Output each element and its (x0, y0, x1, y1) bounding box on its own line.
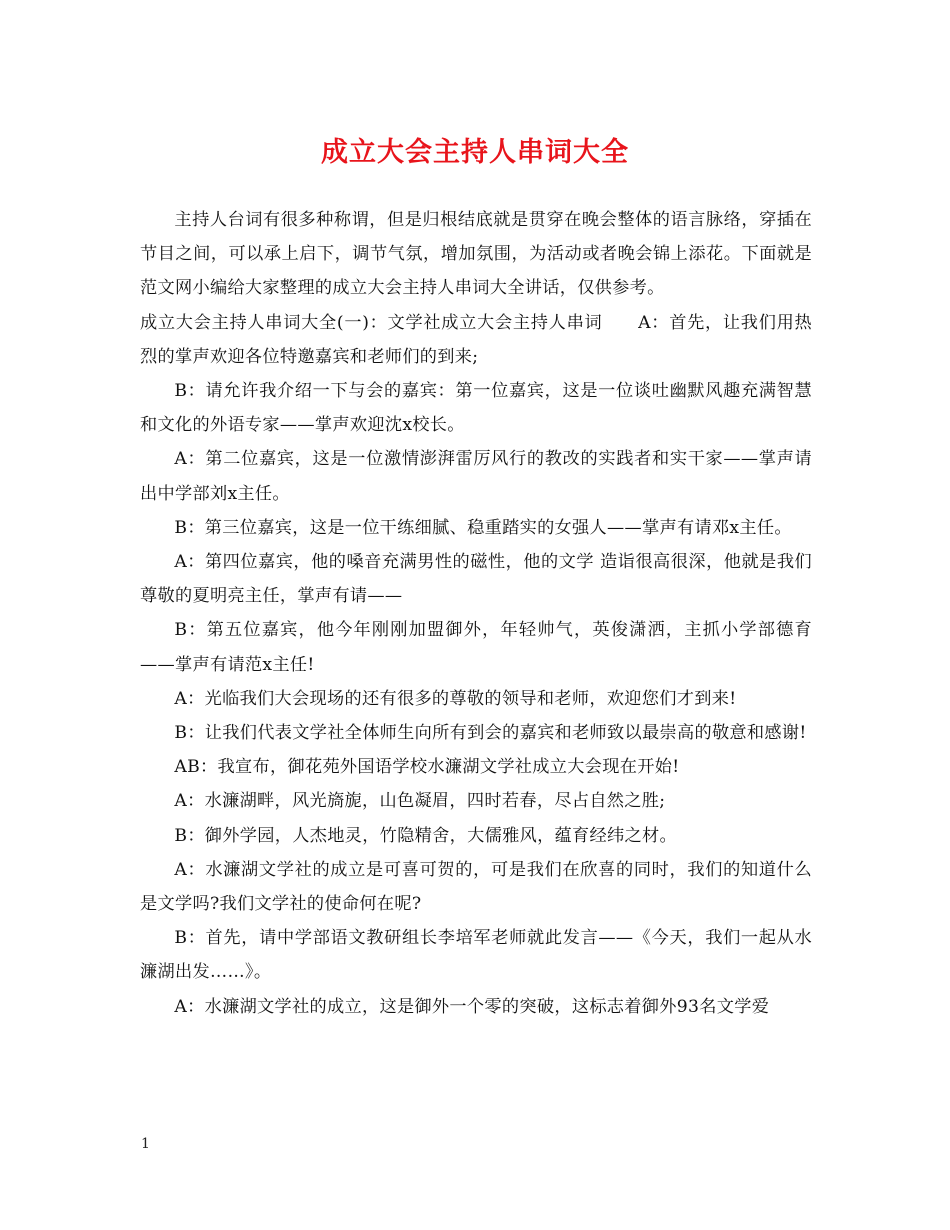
paragraph: A：水濂湖文学社的成立是可喜可贺的，可是我们在欣喜的同时，我们的知道什么是文学吗?我们文学社的使命何在呢? (140, 859, 812, 915)
paragraph: 成立大会主持人串词大全(一)：文学社成立大会主持人串词 A：首先，让我们用热烈的掌声欢迎各位特邀嘉宾和老师们的到来; (140, 312, 812, 367)
document-body (140, 203, 812, 1024)
paragraph: A：水濂湖畔，风光旖旎，山色凝眉，四时若春，尽占自然之胜; (174, 791, 666, 812)
paragraph: A：第二位嘉宾，这是一位激情澎湃雷厉风行的教改的实践者和实干家——掌声请出中学部刘x主任。 (140, 449, 812, 504)
paragraph: B：第五位嘉宾，他今年刚刚加盟御外，年轻帅气，英俊潇洒，主抓小学部德育——掌声有请范x主任! (140, 620, 812, 675)
paragraph: B：第三位嘉宾，这是一位干练细腻、稳重踏实的女强人——掌声有请邓x主任。 (174, 517, 792, 538)
paragraph: A：光临我们大会现场的还有很多的尊敬的领导和老师，欢迎您们才到来! (174, 688, 737, 709)
page-number: 1 (141, 1136, 150, 1152)
paragraph: AB：我宣布，御花苑外国语学校水濂湖文学社成立大会现在开始! (174, 757, 680, 778)
paragraph: A：第四位嘉宾，他的嗓音充满男性的磁性，他的文学 造诣很高很深，他就是我们尊敬的夏明亮主任，掌声有请—— (140, 552, 812, 607)
paragraph: A：水濂湖文学社的成立，这是御外一个零的突破，这标志着御外93名文学爱 (174, 996, 770, 1017)
paragraph: B：首先，请中学部语文教研组长李培军老师就此发言——《今天，我们一起从水濂湖出发……》。 (140, 928, 812, 983)
paragraph: B：请允许我介绍一下与会的嘉宾：第一位嘉宾，这是一位谈吐幽默风趣充满智慧和文化的外语专家——掌声欢迎沈x校长。 (140, 381, 812, 436)
paragraph: B：让我们代表文学社全体师生向所有到会的嘉宾和老师致以最崇高的敬意和感谢! (174, 723, 807, 744)
paragraph: B：御外学园，人杰地灵，竹隐精舍，大儒雅风，蕴育经纬之材。 (174, 825, 677, 846)
paragraph-intro: 主持人台词有很多种称谓，但是归根结底就是贯穿在晚会整体的语言脉络，穿插在节目之间，可以承上启下，调节气氛，增加氛围，为活动或者晚会锦上添花。下面就是范文网小编给大家整理的成立大会主持人串词大全讲话，仅供参考。 (140, 210, 812, 299)
document-title: 成立大会主持人串词大全 (321, 137, 629, 168)
